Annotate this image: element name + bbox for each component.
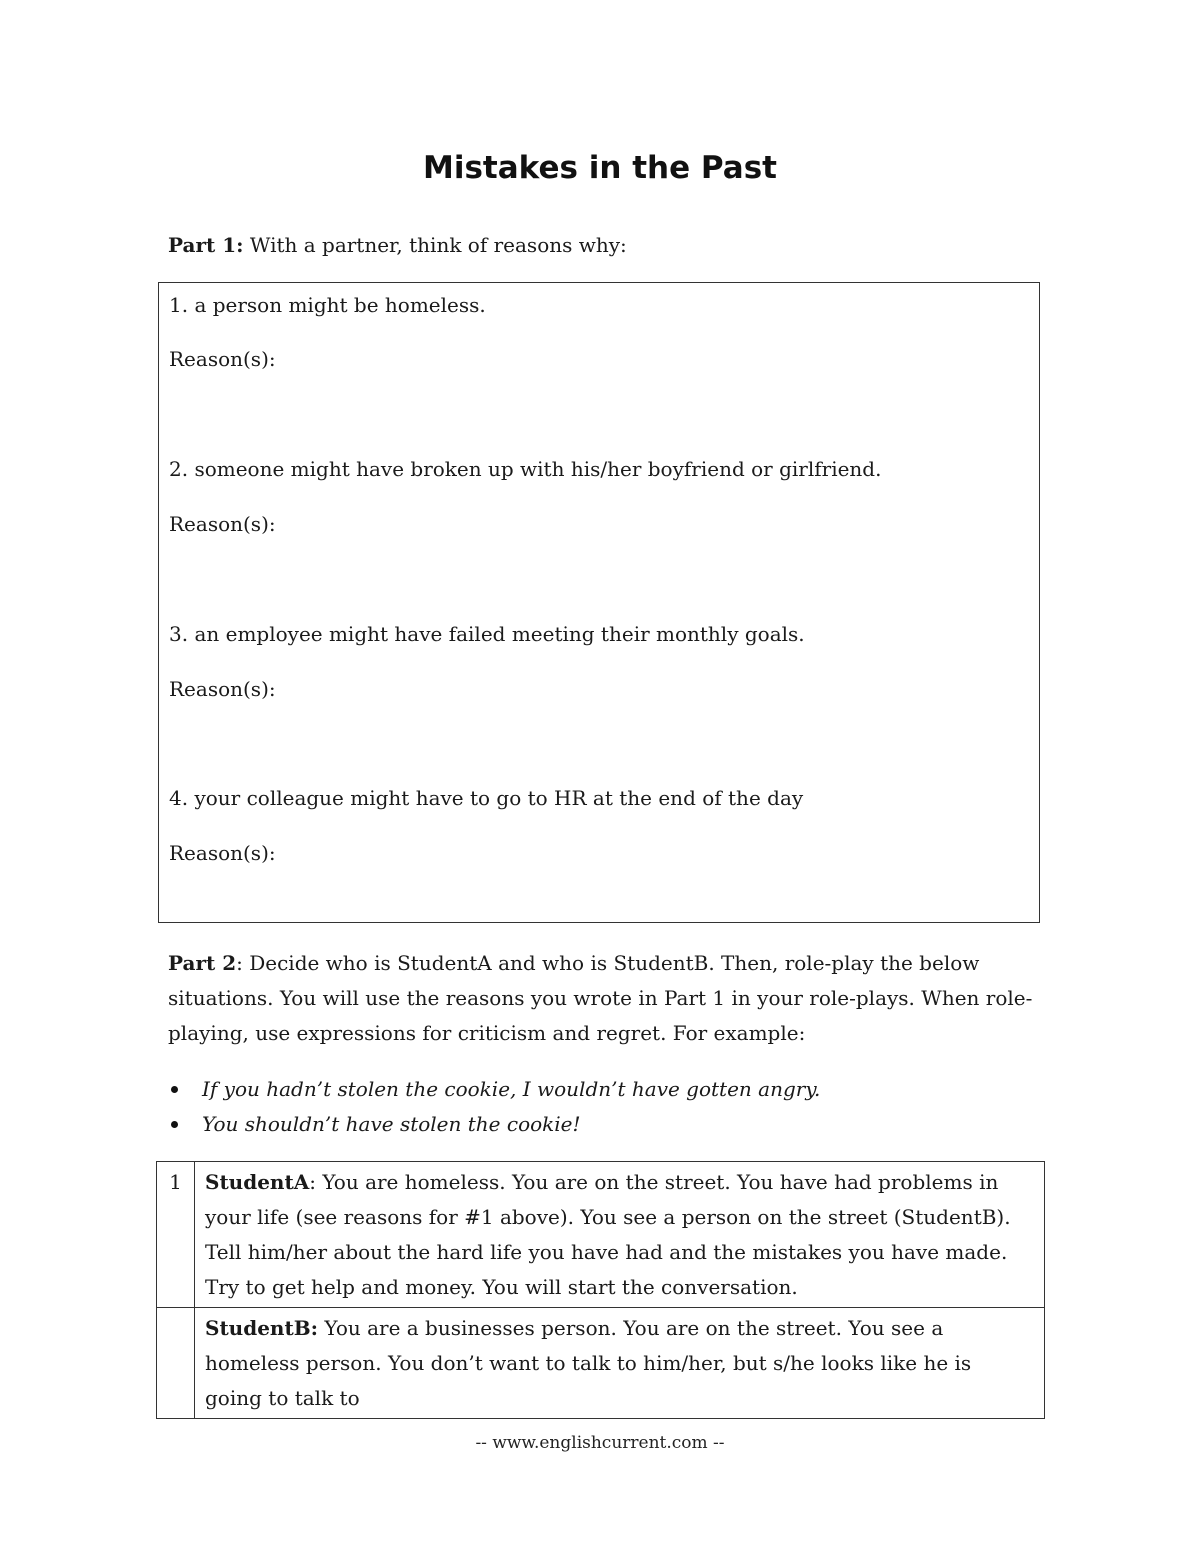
part1-item-4-reason-label: Reason(s): — [169, 841, 276, 865]
example-text: You shouldn’t have stolen the cookie! — [202, 1112, 581, 1136]
bullet-icon — [171, 1121, 178, 1128]
role-a-label: StudentA — [205, 1170, 310, 1194]
part1-answer-box — [158, 282, 1040, 923]
part1-instructions — [168, 228, 1038, 263]
role-b-label: StudentB: — [205, 1316, 318, 1340]
table-row — [157, 1308, 1045, 1419]
roleplay-number: 1 — [157, 1162, 195, 1308]
footer-url: -- www.englishcurrent.com -- — [475, 1433, 725, 1453]
role-a-text: : You are homeless. You are on the street. You have had problems in your life (see reasons for #1 above). You see a person on the street (StudentB). Tell him/her about the hard life you have had and the mistakes you have made. Try to get help and money. You will start the conversation. — [205, 1170, 1011, 1299]
part2-instruction-text: : Decide who is StudentA and who is StudentB. Then, role-play the below situations. You will use the reasons you wrote in Part 1 in your role-plays. When role-playing, use expressions for criticism and regret. For example: — [168, 951, 1033, 1045]
part1-item-1-prompt: 1. a person might be homeless. — [169, 293, 486, 317]
part1-item-3-reason-label: Reason(s): — [169, 677, 276, 701]
part1-label: Part 1: — [168, 233, 244, 257]
part1-item-3-prompt: 3. an employee might have failed meeting their monthly goals. — [169, 622, 805, 646]
part1-item-1-reason-label: Reason(s): — [169, 347, 276, 371]
example-text: If you hadn’t stolen the cookie, I wouldn’t have gotten angry. — [202, 1077, 821, 1101]
part1-instruction-text: With a partner, think of reasons why: — [243, 233, 627, 257]
role-b-cell — [195, 1308, 1045, 1419]
part2-instructions — [168, 946, 1038, 1051]
example-item — [168, 1072, 820, 1107]
empty-number-cell — [157, 1308, 195, 1419]
role-a-cell — [195, 1162, 1045, 1308]
roleplay-table — [156, 1161, 1045, 1419]
part1-item-2-reason-label: Reason(s): — [169, 512, 276, 536]
example-item — [168, 1107, 820, 1142]
part1-item-4-prompt: 4. your colleague might have to go to HR at the end of the day — [169, 786, 804, 810]
part2-label: Part 2 — [168, 951, 237, 975]
page-title: Mistakes in the Past — [423, 150, 777, 186]
bullet-icon — [171, 1086, 178, 1093]
example-list — [168, 1072, 820, 1142]
role-b-text: You are a businesses person. You are on the street. You see a homeless person. You don’t want to talk to him/her, but s/he looks like he is going to talk to — [205, 1316, 972, 1410]
table-row — [157, 1162, 1045, 1308]
part1-item-2-prompt: 2. someone might have broken up with his/her boyfriend or girlfriend. — [169, 457, 882, 481]
